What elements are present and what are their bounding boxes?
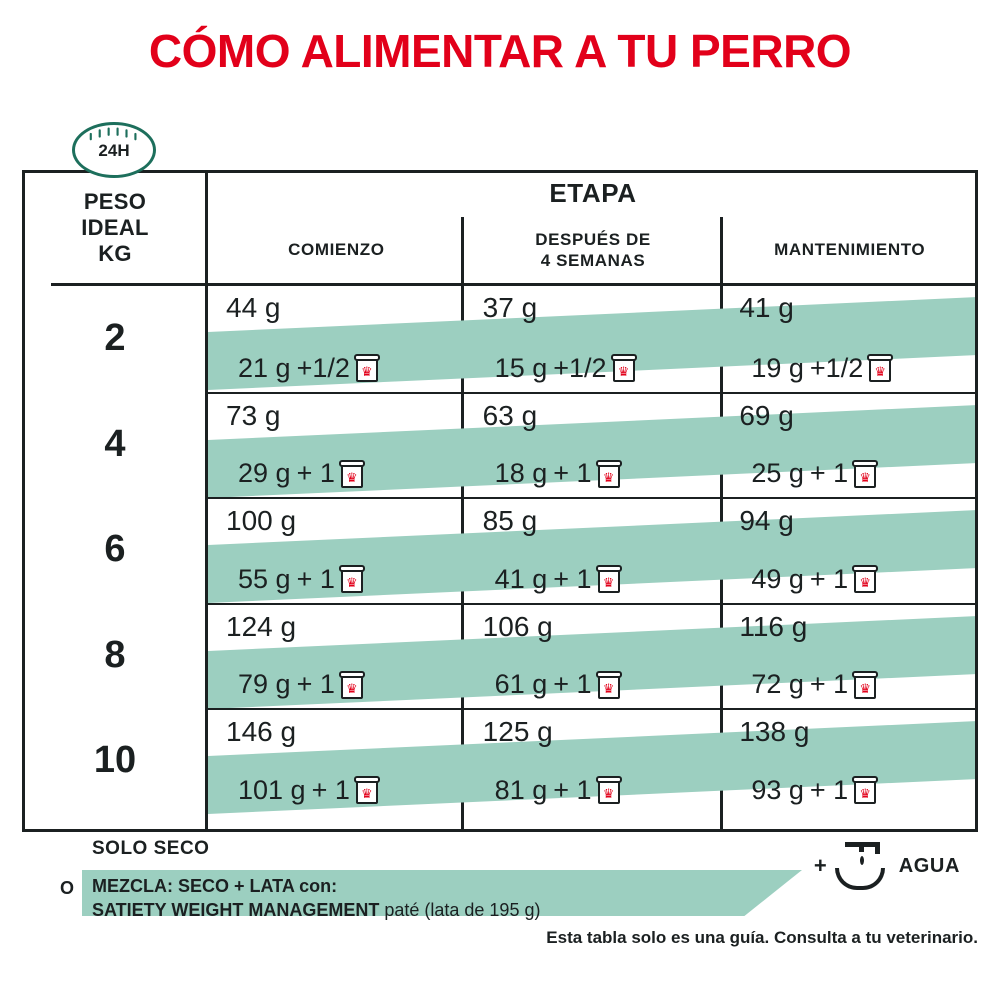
cell-despues — [465, 710, 722, 814]
cell-mantenimiento — [721, 286, 978, 392]
column-header-mantenimiento — [721, 217, 978, 283]
footer-legend — [22, 832, 978, 922]
mix-plus: + 1 — [553, 458, 592, 488]
solo-seco-label: SOLO SECO — [92, 838, 210, 859]
mix-amount-group — [495, 564, 622, 595]
weight-header-line-1: PESO — [83, 189, 147, 215]
mix-amount-group — [495, 669, 622, 700]
mix-plus: +1/2 — [809, 352, 864, 383]
dry-amount: 44 g — [226, 292, 281, 323]
mix-plus: + 1 — [296, 669, 335, 699]
weight-header-line-2: IDEAL — [81, 215, 149, 241]
mix-plus: + 1 — [553, 774, 592, 805]
mix-amount-group — [495, 458, 622, 489]
feeding-table — [22, 170, 978, 832]
can-icon: ♛ — [852, 459, 878, 489]
mix-amount: 55 g — [238, 563, 291, 594]
cell-mantenimiento — [721, 394, 978, 498]
dry-amount: 106 g — [482, 610, 553, 642]
mix-amount: 18 g — [494, 458, 548, 488]
product-name: SATIETY WEIGHT MANAGEMENT — [92, 900, 380, 921]
table-row — [208, 708, 978, 814]
water-bowl-icon — [831, 840, 889, 892]
plus-sign: + — [813, 853, 827, 878]
mix-amount-group — [495, 775, 622, 806]
mezcla-text — [92, 874, 540, 923]
column-header-despues — [465, 217, 722, 283]
can-icon: ♛ — [339, 564, 365, 594]
stage-column-headers — [208, 217, 978, 283]
mix-amount: 15 g — [494, 352, 548, 383]
mix-amount-group — [238, 564, 365, 595]
can-icon: ♛ — [354, 353, 380, 383]
mix-amount: 79 g — [238, 669, 291, 699]
table-row — [208, 603, 978, 709]
dry-amount: 85 g — [482, 505, 538, 536]
cell-despues — [465, 394, 722, 498]
mix-amount-group — [751, 775, 878, 806]
mix-plus: + 1 — [296, 458, 335, 488]
can-icon: ♛ — [596, 670, 622, 700]
mix-amount-group — [238, 669, 365, 700]
can-icon: ♛ — [596, 775, 622, 805]
mix-amount-group — [751, 353, 893, 384]
mix-plus: + 1 — [809, 563, 849, 594]
table-row — [208, 497, 978, 603]
dry-amount: 63 g — [482, 399, 538, 431]
mix-plus: + 1 — [809, 669, 849, 699]
weight-column — [25, 173, 205, 829]
24h-label: 24H — [98, 140, 130, 160]
can-icon: ♛ — [339, 670, 365, 700]
cell-despues — [465, 605, 722, 709]
mezcla-line-1: MEZCLA: SECO + LATA con: — [92, 876, 338, 896]
table-row — [208, 392, 978, 498]
mix-amount-group — [495, 353, 637, 384]
column-header-text: COMIENZO — [288, 240, 385, 260]
mix-plus: + 1 — [553, 669, 592, 699]
can-icon: ♛ — [339, 459, 365, 489]
dry-amount: 69 g — [739, 399, 794, 431]
dry-amount: 125 g — [482, 716, 553, 747]
mix-amount: 81 g — [494, 774, 548, 805]
cell-comienzo — [208, 605, 465, 709]
mix-amount: 21 g — [238, 352, 291, 383]
dry-amount: 138 g — [739, 716, 810, 747]
mix-amount: 25 g — [751, 458, 804, 488]
mix-plus: + 1 — [809, 458, 849, 488]
cell-mantenimiento — [721, 499, 978, 603]
cell-despues — [465, 286, 722, 392]
dry-amount: 94 g — [739, 505, 794, 536]
cell-comienzo — [208, 286, 465, 392]
mix-plus: + 1 — [296, 563, 335, 594]
dry-amount: 73 g — [226, 399, 281, 431]
mix-amount-group — [238, 458, 365, 489]
mix-plus: + 1 — [553, 563, 592, 594]
mix-plus: + 1 — [809, 774, 849, 805]
mix-amount: 49 g — [751, 563, 804, 594]
dry-amount: 37 g — [482, 292, 538, 323]
dry-amount: 146 g — [226, 716, 297, 747]
24h-badge — [72, 122, 156, 178]
stage-section — [208, 173, 978, 829]
can-icon: ♛ — [354, 775, 380, 805]
mix-amount-group — [751, 458, 878, 489]
mix-plus: + 1 — [311, 774, 350, 805]
stage-title: ETAPA — [549, 178, 637, 208]
cell-mantenimiento — [721, 605, 978, 709]
mix-amount: 93 g — [751, 774, 804, 805]
dry-amount: 124 g — [226, 610, 297, 642]
cell-comienzo — [208, 499, 465, 603]
weight-value: 6 — [104, 528, 126, 571]
dry-amount: 41 g — [739, 292, 794, 323]
weight-column-header — [25, 173, 205, 283]
cell-mantenimiento — [721, 710, 978, 814]
weight-values — [25, 286, 205, 814]
mix-amount: 29 g — [238, 458, 291, 488]
weight-header-line-3: KG — [98, 240, 132, 266]
weight-value: 2 — [104, 317, 126, 360]
product-detail: paté (lata de 195 g) — [379, 900, 541, 921]
can-icon: ♛ — [596, 564, 622, 594]
column-header-text-2: 4 SEMANAS — [540, 251, 646, 270]
column-header-comienzo — [208, 217, 465, 283]
mix-amount: 41 g — [494, 563, 548, 594]
mix-amount-group — [751, 669, 878, 700]
agua-label: AGUA — [898, 854, 960, 877]
mix-amount: 101 g — [238, 774, 306, 805]
dry-amount: 100 g — [226, 505, 297, 536]
can-icon: ♛ — [852, 775, 878, 805]
mix-plus: +1/2 — [553, 352, 607, 383]
mix-amount-group — [238, 775, 380, 806]
cell-despues — [465, 499, 722, 603]
mix-amount: 19 g — [751, 352, 804, 383]
column-header-text: DESPUÉS DE — [535, 229, 651, 249]
can-icon: ♛ — [611, 353, 637, 383]
weight-value: 4 — [104, 422, 126, 465]
table-row — [208, 286, 978, 392]
or-label: O — [60, 878, 75, 898]
mix-amount: 72 g — [751, 669, 804, 699]
cell-comienzo — [208, 710, 465, 814]
mix-amount: 61 g — [494, 669, 548, 699]
column-header-text: MANTENIMIENTO — [774, 240, 926, 260]
disclaimer-text: Esta tabla solo es una guía. Consulta a tu veterinario. — [546, 928, 978, 947]
cell-comienzo — [208, 394, 465, 498]
can-icon: ♛ — [852, 670, 878, 700]
water-note — [814, 840, 960, 892]
mix-amount-group — [238, 353, 380, 384]
mix-amount-group — [751, 564, 878, 595]
mezcla-line-2 — [92, 898, 540, 922]
weight-value: 10 — [93, 739, 137, 782]
weight-value: 8 — [104, 633, 126, 676]
can-icon: ♛ — [596, 459, 622, 489]
can-icon: ♛ — [852, 564, 878, 594]
page-title: CÓMO ALIMENTAR A TU PERRO — [148, 25, 852, 77]
dry-amount: 116 g — [739, 610, 808, 642]
can-icon: ♛ — [867, 353, 893, 383]
table-body — [208, 286, 978, 832]
mix-plus: +1/2 — [296, 352, 350, 383]
